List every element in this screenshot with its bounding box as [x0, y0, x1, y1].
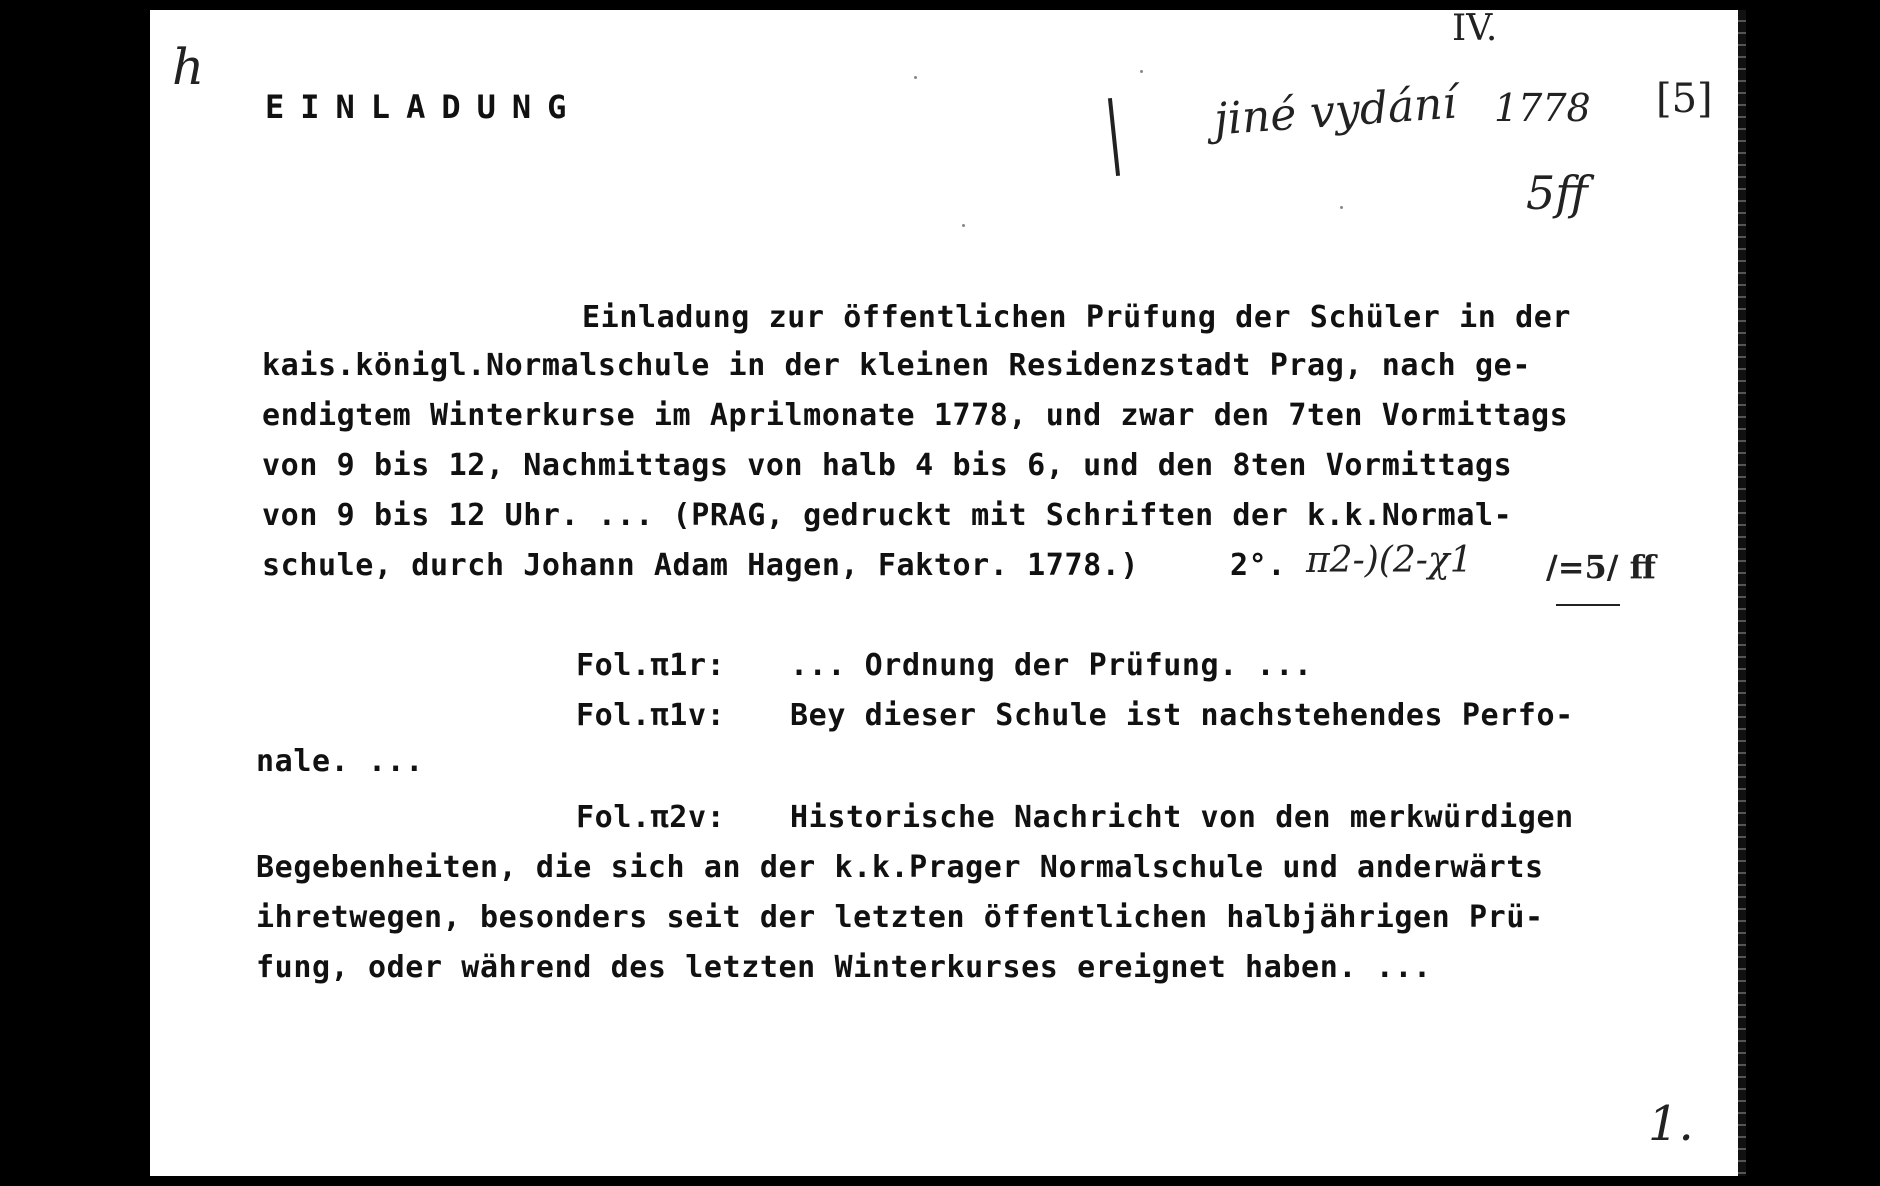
handwritten-note: jiné vydání	[1212, 77, 1459, 146]
entry-line: von 9 bis 12, Nachmittags von halb 4 bis 6, und den 8ten Vormittags	[262, 448, 1513, 483]
collation-underline	[1556, 604, 1620, 606]
handwritten-corner-mark: h	[172, 38, 205, 96]
folio-text: Begebenheiten, die sich an der k.k.Prager Normalschule und anderwärts	[256, 850, 1544, 885]
entry-line: endigtem Winterkurse im Aprilmonate 1778, und zwar den 7ten Vormittags	[262, 398, 1569, 433]
folio-text: Bey dieser Schule ist nachstehendes Perfo-	[790, 698, 1574, 733]
handwritten-year: 1778	[1494, 86, 1591, 130]
handwritten-roman-numeral: IV.	[1452, 8, 1498, 49]
handwritten-folio-count: 5ff	[1526, 166, 1588, 220]
scan-speck	[1340, 206, 1343, 209]
collation-folios: /=5/ ff	[1546, 548, 1656, 586]
folio-ref: Fol.π1v:	[576, 698, 726, 733]
scan-speck	[914, 76, 917, 79]
scan-speck	[962, 224, 965, 227]
folio-text: nale. ...	[256, 744, 424, 779]
entry-line: kais.königl.Normalschule in der kleinen Residenzstadt Prag, nach ge-	[262, 348, 1531, 383]
entry-line: Einladung zur öffentlichen Prüfung der Schüler in der	[582, 300, 1572, 335]
entry-line: von 9 bis 12 Uhr. ... (PRAG, gedruckt mit Schriften der k.k.Normal-	[262, 498, 1513, 533]
folio-text: ihretwegen, besonders seit der letzten öffentlichen halbjährigen Prü-	[256, 900, 1544, 935]
scan-speck	[1140, 70, 1143, 73]
folio-text: ... Ordnung der Prüfung. ...	[790, 648, 1313, 683]
card-edge-scan-artifact	[1738, 10, 1746, 1176]
card-title: EINLADUNG	[265, 88, 583, 126]
folio-ref: Fol.π2v:	[576, 800, 726, 835]
folio-ref: Fol.π1r:	[576, 648, 726, 683]
collation-format: 2°.	[1230, 548, 1286, 583]
handwritten-bracket-number: [5]	[1656, 76, 1713, 122]
handwritten-page-number: 1.	[1648, 1096, 1694, 1152]
folio-text: Historische Nachricht von den merkwürdigen	[790, 800, 1574, 835]
folio-text: fung, oder während des letzten Winterkurses ereignet haben. ...	[256, 950, 1432, 985]
collation-signatures: π2-)(2-χ1	[1306, 540, 1473, 581]
entry-line: schule, durch Johann Adam Hagen, Faktor. 1778.)	[262, 548, 1140, 583]
catalog-card	[150, 10, 1744, 1176]
